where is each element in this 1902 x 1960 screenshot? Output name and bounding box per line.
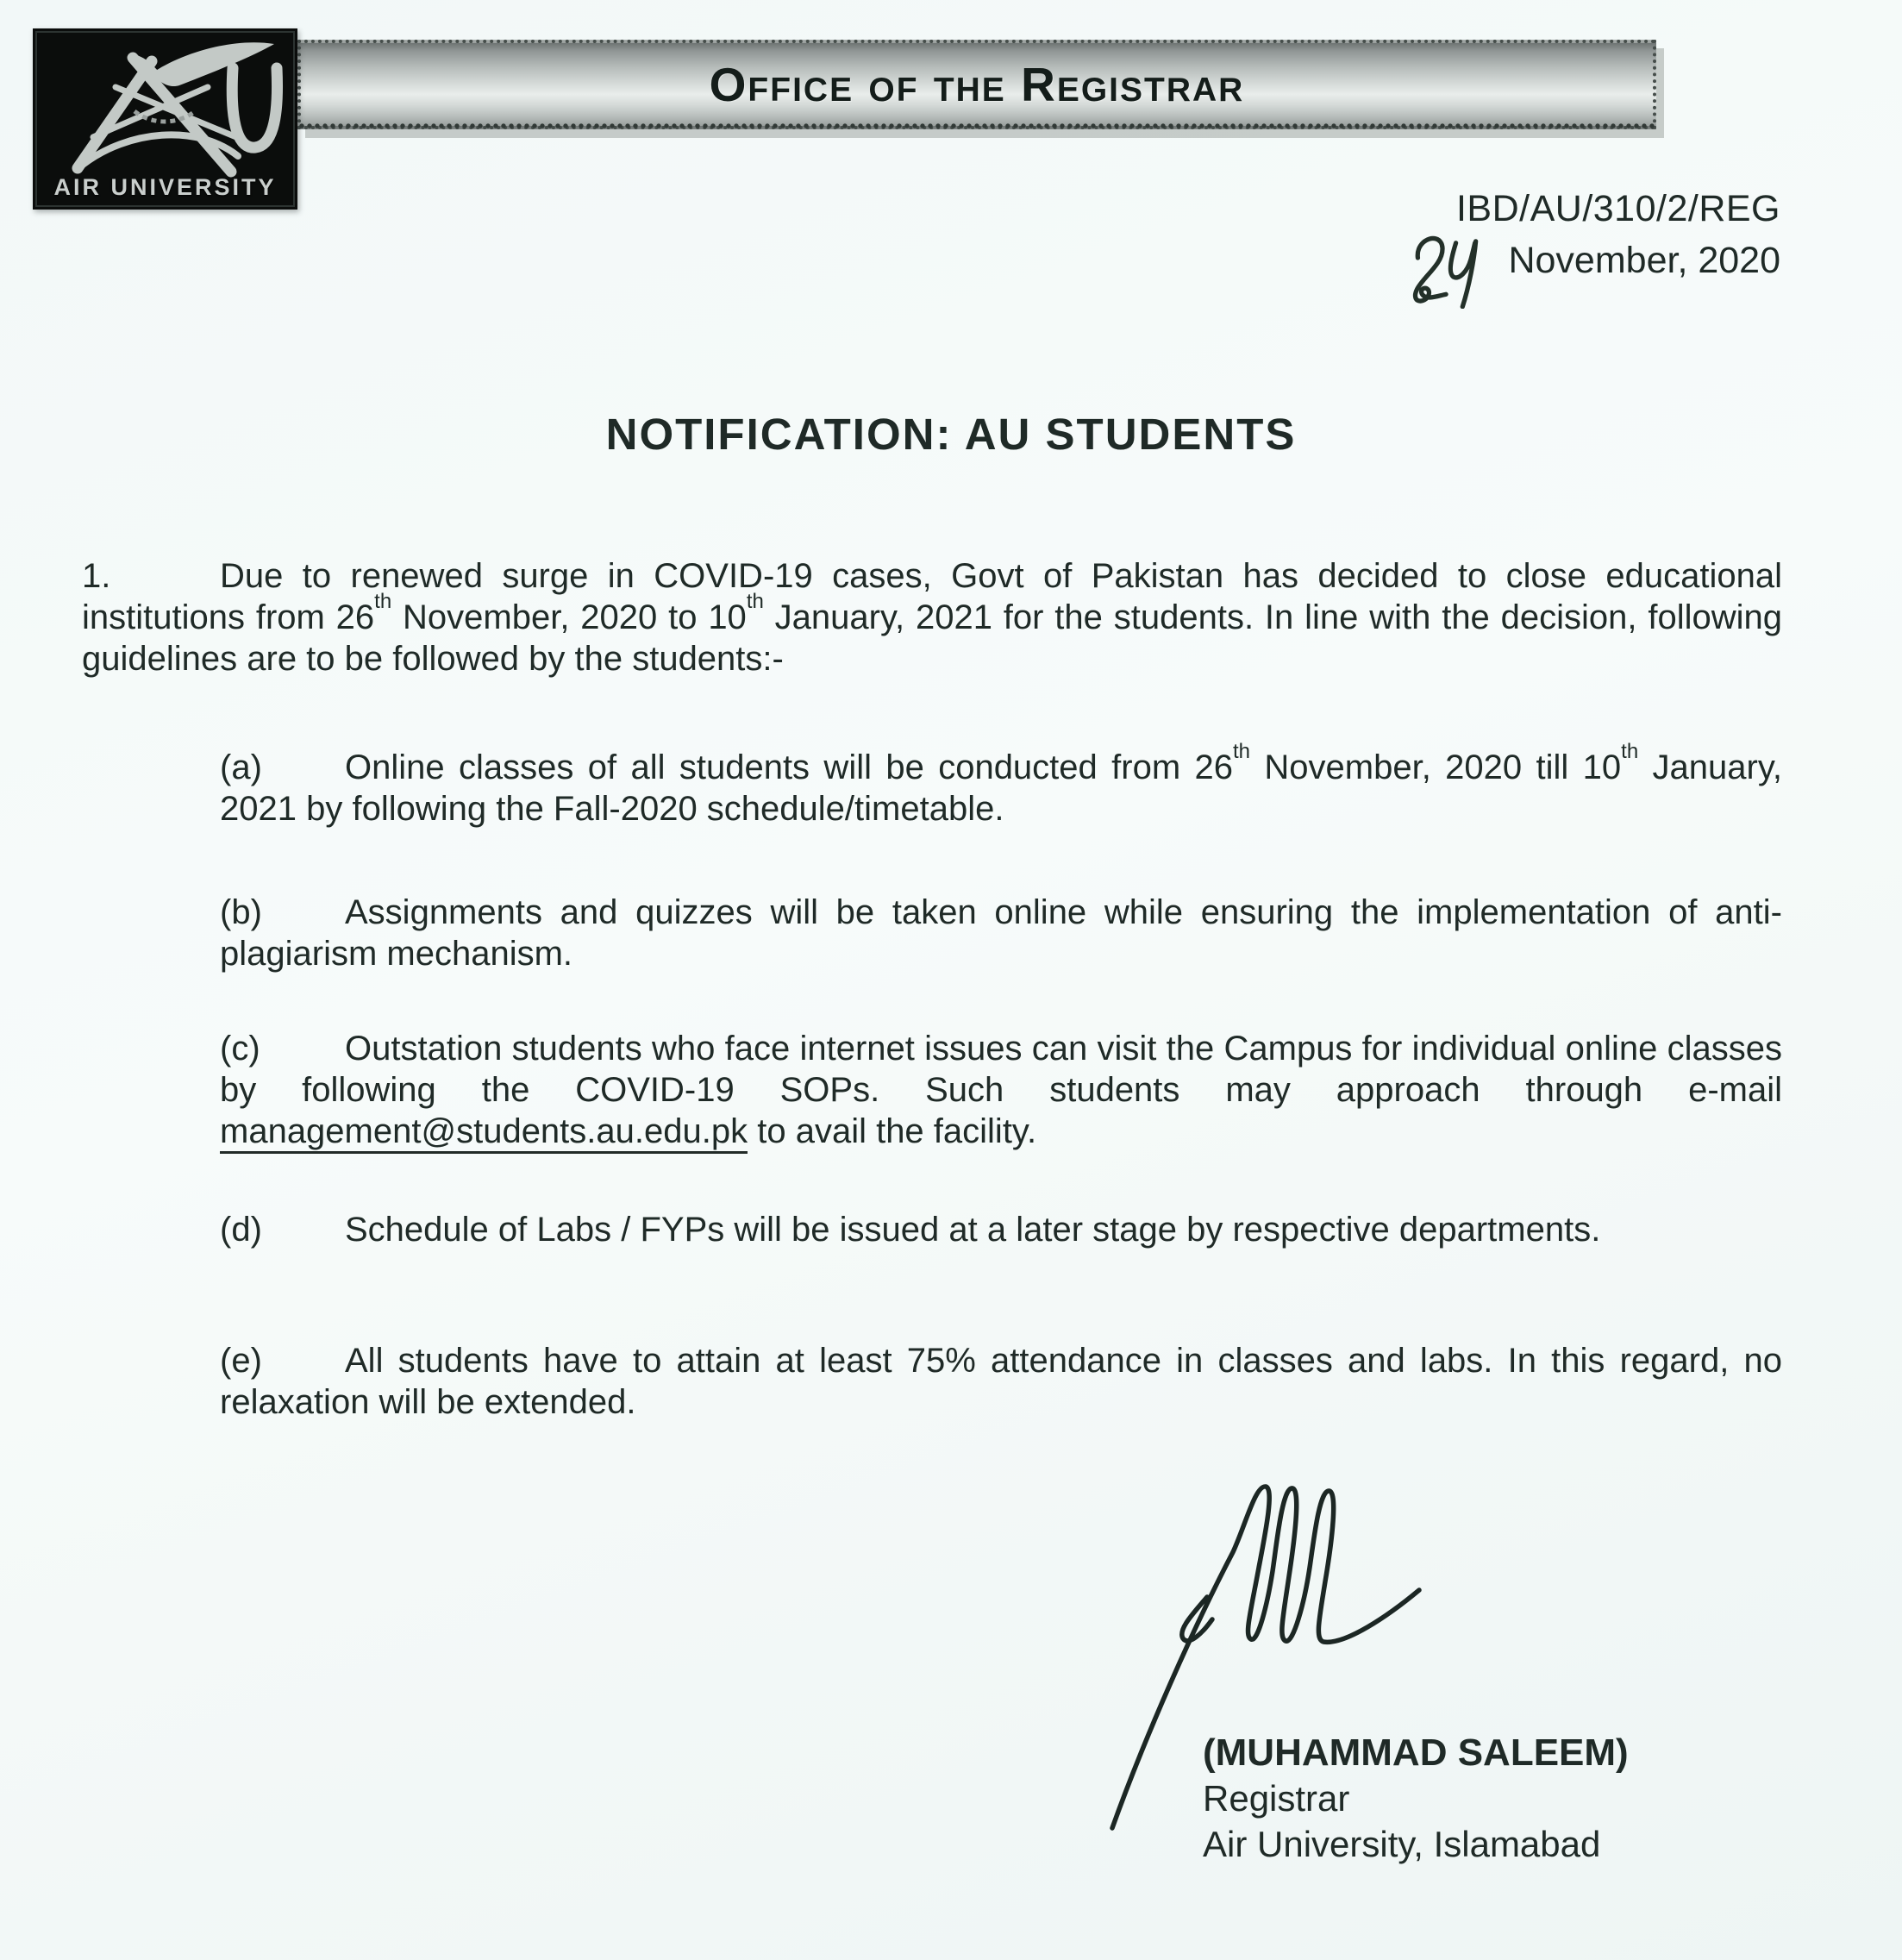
text-segment: Assignments and quizzes will be taken online while ensuring the implementation of anti-plagiarism mechanism. — [220, 893, 1782, 973]
au-logo — [33, 28, 297, 210]
text-segment: November, 2020 till 10 — [1250, 748, 1622, 786]
signatory-title: Registrar — [1203, 1778, 1350, 1819]
signature-block — [1203, 1730, 1629, 1867]
signatory-org: Air University, Islamabad — [1203, 1824, 1601, 1864]
superscript: th — [746, 589, 764, 613]
date-line — [1406, 226, 1780, 309]
handwritten-day-icon — [1406, 229, 1489, 309]
email-address: management@students.au.edu.pk — [220, 1112, 748, 1154]
superscript: th — [1621, 739, 1639, 763]
signatory-name: (MUHAMMAD SALEEM) — [1203, 1731, 1629, 1774]
banner-title: Office of the Registrar — [709, 58, 1245, 111]
text-segment: Due to renewed surge in COVID-19 cases, Govt of Pakistan has decided to close educational institutions from 26 — [82, 557, 1782, 636]
guideline-item-c — [220, 1028, 1782, 1152]
item-label: (e) — [220, 1342, 262, 1380]
guideline-item-a — [220, 739, 1783, 830]
item-label: (a) — [220, 748, 262, 786]
guideline-item-e — [220, 1340, 1782, 1423]
text-segment: All students have to attain at least 75% attendance in classes and labs. In this regard, no relaxation will be extended. — [220, 1342, 1782, 1421]
guideline-item-b — [220, 892, 1782, 974]
text-segment: Outstation students who face internet issues can visit the Campus for individual online classes by following the COVID-19 SOPs. Such students may approach through e-mail — [220, 1030, 1782, 1109]
text-segment: January, 2021 by following the Fall-2020 schedule/timetable. — [220, 748, 1783, 828]
paragraph-1 — [82, 555, 1782, 679]
text-segment: November, 2020 to 10 — [391, 598, 747, 636]
item-label: (b) — [220, 893, 262, 931]
superscript: th — [374, 589, 392, 613]
reference-number: IBD/AU/310/2/REG — [1455, 188, 1780, 229]
guideline-item-d — [220, 1209, 1782, 1250]
logo-label: AIR UNIVERSITY — [53, 174, 277, 200]
text-segment: to avail the facility. — [748, 1112, 1037, 1150]
text-segment: Online classes of all students will be conducted from 26 — [345, 748, 1234, 786]
item-label: (d) — [220, 1211, 262, 1249]
item-label: (c) — [220, 1030, 260, 1068]
date-text: November, 2020 — [1508, 240, 1780, 281]
registrar-banner — [297, 40, 1656, 129]
page-title: NOTIFICATION: AU STUDENTS — [605, 410, 1297, 459]
text-segment: January, 2021 for the students. In line with the decision, following guidelines are to be followed by the students:- — [82, 598, 1783, 678]
superscript: th — [1233, 739, 1251, 763]
paragraph-number: 1. — [82, 557, 111, 595]
text-segment: Schedule of Labs / FYPs will be issued at a later stage by respective departments. — [345, 1211, 1601, 1249]
